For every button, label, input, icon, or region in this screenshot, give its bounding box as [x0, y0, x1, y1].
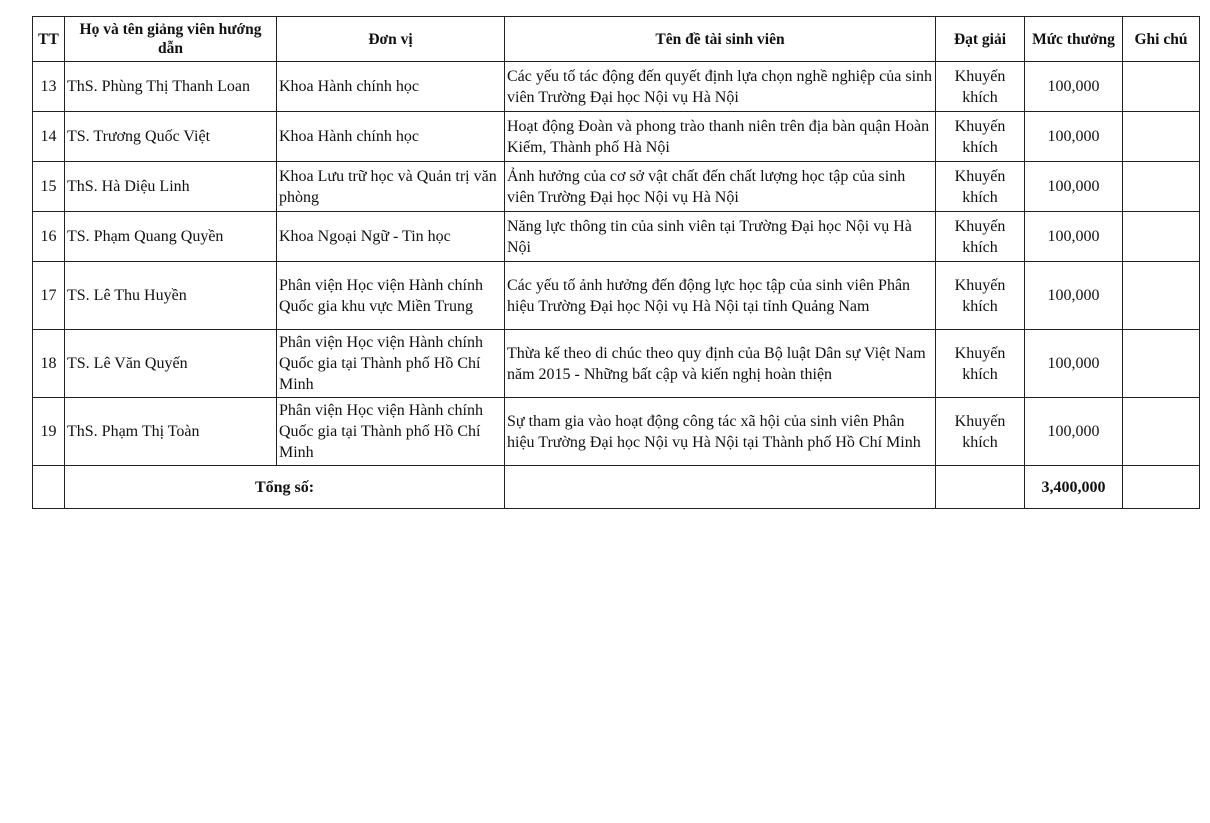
cell-unit: Phân viện Học viện Hành chính Quốc gia khu vực Miền Trung	[277, 262, 505, 330]
table-row	[33, 162, 1200, 212]
cell-advisor: ThS. Phùng Thị Thanh Loan	[65, 62, 277, 112]
cell-note	[1123, 398, 1200, 466]
table-row	[33, 262, 1200, 330]
total-topic-cell	[505, 466, 936, 509]
cell-advisor: ThS. Phạm Thị Toàn	[65, 398, 277, 466]
total-amount: 3,400,000	[1025, 466, 1123, 509]
cell-note	[1123, 112, 1200, 162]
cell-amount: 100,000	[1025, 262, 1123, 330]
cell-amount: 100,000	[1025, 162, 1123, 212]
cell-advisor: TS. Lê Văn Quyến	[65, 330, 277, 398]
header-note: Ghi chú	[1123, 17, 1200, 62]
cell-prize: Khuyến khích	[936, 398, 1025, 466]
header-unit: Đơn vị	[277, 17, 505, 62]
cell-amount: 100,000	[1025, 398, 1123, 466]
cell-advisor: TS. Phạm Quang Quyền	[65, 212, 277, 262]
cell-amount: 100,000	[1025, 62, 1123, 112]
cell-advisor: TS. Trương Quốc Việt	[65, 112, 277, 162]
cell-prize: Khuyến khích	[936, 162, 1025, 212]
table-row	[33, 398, 1200, 466]
cell-unit: Khoa Hành chính học	[277, 62, 505, 112]
cell-unit: Khoa Lưu trữ học và Quản trị văn phòng	[277, 162, 505, 212]
cell-tt: 16	[33, 212, 65, 262]
cell-topic: Các yếu tố tác động đến quyết định lựa chọn nghề nghiệp của sinh viên Trường Đại học Nội vụ Hà Nội	[505, 62, 936, 112]
header-tt: TT	[33, 17, 65, 62]
header-prize: Đạt giải	[936, 17, 1025, 62]
header-amount: Mức thưởng	[1025, 17, 1123, 62]
cell-note	[1123, 262, 1200, 330]
cell-topic: Hoạt động Đoàn và phong trào thanh niên trên địa bàn quận Hoàn Kiếm, Thành phố Hà Nội	[505, 112, 936, 162]
total-prize-cell	[936, 466, 1025, 509]
header-topic: Tên đề tài sinh viên	[505, 17, 936, 62]
cell-prize: Khuyến khích	[936, 330, 1025, 398]
cell-amount: 100,000	[1025, 330, 1123, 398]
cell-topic: Các yếu tố ảnh hưởng đến động lực học tập của sinh viên Phân hiệu Trường Đại học Nội vụ Hà Nội tại tỉnh Quảng Nam	[505, 262, 936, 330]
total-row	[33, 466, 1200, 509]
cell-tt: 17	[33, 262, 65, 330]
cell-unit: Phân viện Học viện Hành chính Quốc gia tại Thành phố Hồ Chí Minh	[277, 330, 505, 398]
cell-tt: 14	[33, 112, 65, 162]
cell-topic: Sự tham gia vào hoạt động công tác xã hội của sinh viên Phân hiệu Trường Đại học Nội vụ Hà Nội tại Thành phố Hồ Chí Minh	[505, 398, 936, 466]
cell-amount: 100,000	[1025, 112, 1123, 162]
table-row	[33, 330, 1200, 398]
cell-tt: 18	[33, 330, 65, 398]
cell-topic: Thừa kế theo di chúc theo quy định của Bộ luật Dân sự Việt Nam năm 2015 - Những bất cập và kiến nghị hoàn thiện	[505, 330, 936, 398]
cell-unit: Khoa Hành chính học	[277, 112, 505, 162]
cell-topic: Ảnh hưởng của cơ sở vật chất đến chất lượng học tập của sinh viên Trường Đại học Nội vụ Hà Nội	[505, 162, 936, 212]
cell-advisor: TS. Lê Thu Huyền	[65, 262, 277, 330]
cell-note	[1123, 62, 1200, 112]
cell-tt: 15	[33, 162, 65, 212]
table-row	[33, 62, 1200, 112]
cell-tt: 19	[33, 398, 65, 466]
cell-amount: 100,000	[1025, 212, 1123, 262]
cell-prize: Khuyến khích	[936, 62, 1025, 112]
total-label: Tổng số:	[65, 466, 505, 509]
cell-prize: Khuyến khích	[936, 112, 1025, 162]
total-note-cell	[1123, 466, 1200, 509]
cell-note	[1123, 212, 1200, 262]
table-row	[33, 212, 1200, 262]
cell-unit: Phân viện Học viện Hành chính Quốc gia tại Thành phố Hồ Chí Minh	[277, 398, 505, 466]
cell-unit: Khoa Ngoại Ngữ - Tin học	[277, 212, 505, 262]
header-advisor: Họ và tên giảng viên hướng dẫn	[65, 17, 277, 62]
table-row	[33, 112, 1200, 162]
cell-advisor: ThS. Hà Diệu Linh	[65, 162, 277, 212]
header-row	[33, 17, 1200, 62]
cell-note	[1123, 162, 1200, 212]
cell-topic: Năng lực thông tin của sinh viên tại Trường Đại học Nội vụ Hà Nội	[505, 212, 936, 262]
cell-prize: Khuyến khích	[936, 262, 1025, 330]
cell-note	[1123, 330, 1200, 398]
cell-tt: 13	[33, 62, 65, 112]
cell-prize: Khuyến khích	[936, 212, 1025, 262]
awards-table	[32, 16, 1200, 509]
total-tt-cell	[33, 466, 65, 509]
